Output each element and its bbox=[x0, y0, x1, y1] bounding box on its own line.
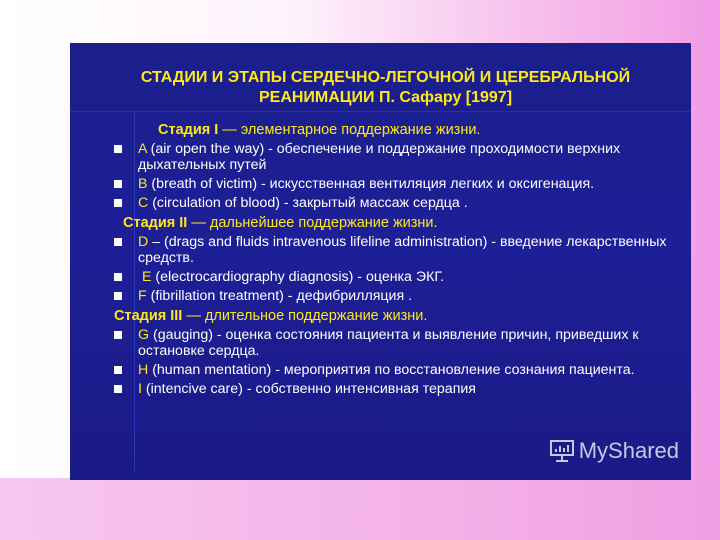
page-background-band bbox=[0, 478, 720, 540]
bullet-icon bbox=[114, 238, 122, 246]
bullet-icon bbox=[114, 366, 122, 374]
list-item-a: A (air open the way) - обеспечение и поддержание проходимости верхних дыхательных путей bbox=[114, 141, 684, 173]
list-item-d: D – (drags and fluids intravenous lifeline administration) - введение лекарственных средств. bbox=[114, 234, 684, 266]
list-item-g: G (gauging) - оценка состояния пациента и выявление причин, приведших к остановке сердца. bbox=[114, 327, 684, 359]
stage-3-heading: Стадия III — длительное поддержание жизни. bbox=[114, 308, 428, 324]
bullet-icon bbox=[114, 199, 122, 207]
bullet-icon bbox=[114, 273, 122, 281]
list-item-c: C (circulation of blood) - закрытый массаж сердца . bbox=[114, 195, 684, 211]
slide bbox=[70, 43, 691, 480]
bullet-icon bbox=[114, 292, 122, 300]
bullet-icon bbox=[114, 331, 122, 339]
slide-title-line-1: СТАДИИ И ЭТАПЫ СЕРДЕЧНО-ЛЕГОЧНОЙ И ЦЕРЕБРАЛЬНОЙ bbox=[140, 69, 631, 86]
myshared-watermark bbox=[549, 438, 679, 464]
bullet-icon bbox=[114, 180, 122, 188]
decorative-horizontal-rule bbox=[70, 111, 691, 112]
presentation-board-icon bbox=[549, 439, 575, 463]
slide-title-line-2: РЕАНИМАЦИИ П. Сафару [1997] bbox=[258, 89, 513, 106]
stage-list bbox=[114, 121, 684, 400]
stage-1-heading: Стадия I — элементарное поддержание жизни. bbox=[158, 122, 481, 138]
slide-title bbox=[90, 68, 681, 108]
list-item-f: F (fibrillation treatment) - дефибрилляция . bbox=[114, 288, 684, 304]
stage-2-heading: Стадия II — дальнейшее поддержание жизни. bbox=[123, 215, 438, 231]
list-item-i: I (intencive care) - собственно интенсивная терапия bbox=[114, 381, 684, 397]
bullet-icon bbox=[114, 385, 122, 393]
bullet-icon bbox=[114, 145, 122, 153]
list-item-h: H (human mentation) - мероприятия по восстановление сознания пациента. bbox=[114, 362, 684, 378]
list-item-e: E (electrocardiography diagnosis) - оценка ЭКГ. bbox=[114, 269, 684, 285]
watermark-text: MyShared bbox=[578, 438, 679, 463]
list-item-b: B (breath of victim) - искусственная вентиляция легких и оксигенация. bbox=[114, 176, 684, 192]
